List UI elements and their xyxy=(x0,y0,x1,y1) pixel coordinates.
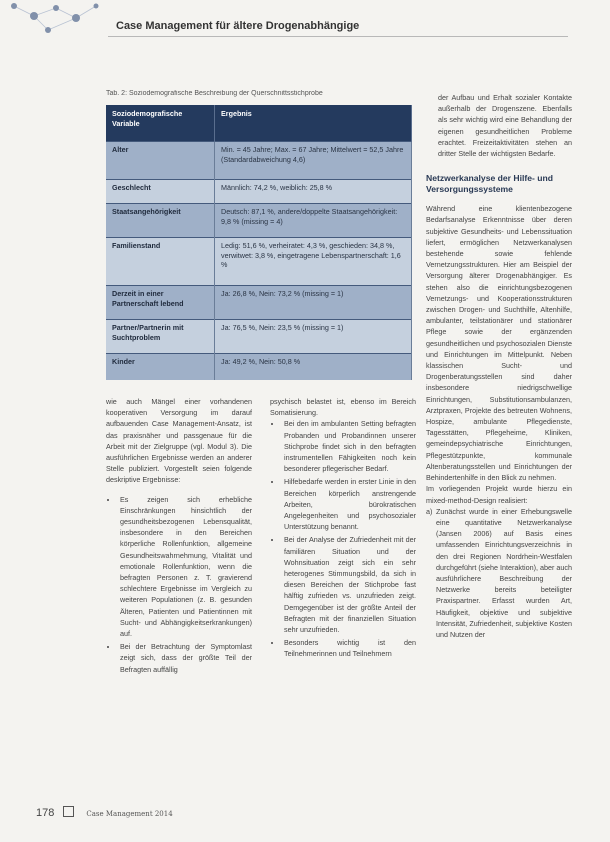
header-divider xyxy=(108,36,568,37)
page-footer xyxy=(36,806,173,819)
table-header-row xyxy=(106,105,412,142)
journal-name: Case Management 2014 xyxy=(86,810,173,818)
list-item: • Es zeigen sich erhebliche Einschränkungen hinsichtlich der gesundheitsbezogenen Lebensqualität, insbesondere in den Bereichen körperliche Rollenfunktion, allgemeine Gesundheitswahrnehmung, Vitalität und emotionale Rollenfunktion, wenn die befragten Personen z. T. gravierend schlechtere Ergebnisse im Vergleich zu weiteren Populationen (z. B. gesunden Älteren, Patienten und Patientinnen mit Sucht- und Abhängigkeitserkrankungen) auf. xyxy=(118,494,252,640)
row-value: Ledig: 51,6 %, verheiratet: 4,3 %, geschieden: 34,8 %, verwitwet: 3,8 %, eingetragene Lebenspartnerschaft: 1,6 % xyxy=(215,238,412,286)
middle-text-column xyxy=(270,396,416,790)
row-label: Partner/Partnerin mit Suchtproblem xyxy=(106,320,215,354)
journal-logo-icon xyxy=(63,806,74,817)
table-row xyxy=(106,142,412,180)
list-item-text: Zunächst wurde in einer Erhebungswelle eine quantitative Netzwerkanalyse (Jansen 2006) auf Basis eines umfassenden Einrichtungsverzeichnis in den drei Regionen Nordrhein-Westfalen durchgeführt (siehe Interaktion), aber auch ausführlichere Beschreibung der Netzwerke bereits beteiligter Praxispartner. Erfasst wurden Art, Häufigkeit, objektive und subjektive Intensität, Zufriedenheit, subjektive Kosten und Nutzen der xyxy=(436,506,572,639)
table-row xyxy=(106,354,412,380)
row-label: Alter xyxy=(106,142,215,180)
left-text-column xyxy=(106,396,252,790)
bullet-list xyxy=(106,494,252,675)
list-item: • Hilfebedarfe werden in erster Linie in den Bereichen körperlich anstrengende Arbeiten, bürokratischen Angelegenheiten und psychosozialer Unterstützung benannt. xyxy=(282,476,416,532)
paragraph: wie auch Mängel einer vorhandenen kooperativen Versorgung im darauf aufbauenden Case Management-Ansatz, ist das praxisnäher und passgenaue für die Arbeit mit der Zielgruppe (vgl. Modul 3). Die ausführlichen Ergebnisse werden an anderer Stelle publiziert. Vorgestellt seien folgende deskriptive Ergebnisse: xyxy=(106,397,252,485)
row-label: Geschlecht xyxy=(106,180,215,204)
row-value: Deutsch: 87,1 %, andere/doppelte Staatsangehörigkeit: 9,8 % (missing = 4) xyxy=(215,204,412,238)
bullet-list xyxy=(270,418,416,659)
paragraph: Im vorliegenden Projekt wurde hierzu ein mixed-method-Design realisiert: xyxy=(426,484,572,505)
section-heading: Netzwerkanalyse der Hilfe- und Versorgungssysteme xyxy=(426,173,554,195)
table-row xyxy=(106,286,412,320)
paragraph: psychisch belastet ist, ebenso im Bereich Somatisierung. xyxy=(270,397,416,418)
list-item: • Bei den im ambulanten Setting befragten Probanden und Probandinnen unserer Stichprobe findet sich in den befragten instrumentellen Fähigkeiten noch kein besonderer pflegerischer Bedarf. xyxy=(282,418,416,474)
list-item: • Bei der Betrachtung der Symptomlast zeigt sich, dass der größte Teil der Befragten auffällig xyxy=(118,641,252,675)
list-item xyxy=(426,506,572,640)
table-header-result: Ergebnis xyxy=(215,105,412,142)
row-label: Derzeit in einer Partnerschaft lebend xyxy=(106,286,215,320)
table-row xyxy=(106,204,412,238)
row-label: Staatsangehörigkeit xyxy=(106,204,215,238)
row-value: Ja: 26,8 %, Nein: 73,2 % (missing = 1) xyxy=(215,286,412,320)
paragraph: der Aufbau und Erhalt sozialer Kontakte außerhalb der Drogenszene. Ebenfalls als sehr wichtig wird eine Behandlung der eigenen gesundheitlichen Probleme erachtet. Freizeitaktivitäten stehen an dritter Stelle der wichtigsten Bedarfe. xyxy=(438,93,572,159)
table-row xyxy=(106,238,412,286)
sociodemographic-table xyxy=(106,105,412,380)
table-header-variable: Soziodemografische Variable xyxy=(106,105,215,142)
table-caption: Tab. 2: Soziodemografische Beschreibung der Querschnittsstichprobe xyxy=(106,90,323,97)
row-value: Ja: 49,2 %, Nein: 50,8 % xyxy=(215,354,412,380)
list-item: • Bei der Analyse der Zufriedenheit mit der familiären Situation und der Wohnsituation zeigt sich ein sehr heterogenes Stimmungsbild, da sich in diesen Bereichen der Stichprobe fast hälftig zufrieden vs. unzufrieden zeigt. Demgegenüber ist der größte Anteil der Befragten mit der finanziellen Situation sehr unzufrieden. xyxy=(282,534,416,635)
running-header-title: Case Management für ältere Drogenabhängige xyxy=(116,20,360,32)
row-value: Min. = 45 Jahre; Max. = 67 Jahre; Mittelwert = 52,5 Jahre (Standardabweichung 4,6) xyxy=(215,142,412,180)
paragraph: Während eine klientenbezogene Bedarfsanalyse Erkenntnisse über deren subjektive Gesundheits- und Lebenssituation liefert, ermöglichen Netzwerkanalysen bestehende sowie fehlende Vernetzungsstrukturen. Hier am Beispiel der Versorgung älterer Drogenabhängiger. Es stehen also die einrichtungsbezogenen Vernetzungs- und Kooperationsstrukturen zwischen Drogen- und Suchthilfe, Altenhilfe, ambulanter, teilstationärer und stationärer Pflege sowie der ergänzenden gesundheitlichen und psychosozialen Dienste und Einrichtungen im Mittelpunkt. Neben klassischen Sucht- und Drogenberatungsstellen sind daher insbesondere niedrigschwellige Einrichtungen, Substitutionsambulanzen, Arztpraxen, Projekte des betreuten Wohnens, Hospize, ambulante Pflegedienste, Tagesstätten, Pflegeheime, Kliniken, gemeindepsychiatrische Einrichtungen, Pflegestützpunkte, kommunale Altenberatungsstellen und Einrichtungen der Behindertenhilfe in den Blick zu nehmen. xyxy=(426,204,572,483)
page-number: 178 xyxy=(36,807,55,819)
list-item: • Besonders wichtig ist den Teilnehmerinnen und Teilnehmern xyxy=(282,637,416,659)
row-value: Ja: 76,5 %, Nein: 23,5 % (missing = 1) xyxy=(215,320,412,354)
row-label: Familienstand xyxy=(106,238,215,286)
row-value: Männlich: 74,2 %, weiblich: 25,8 % xyxy=(215,180,412,204)
table-row xyxy=(106,320,412,354)
decorative-network-icon xyxy=(4,0,104,40)
list-marker: a) xyxy=(426,506,433,516)
right-text-column xyxy=(426,92,572,792)
row-label: Kinder xyxy=(106,354,215,380)
page-header xyxy=(0,0,610,42)
table-row xyxy=(106,180,412,204)
